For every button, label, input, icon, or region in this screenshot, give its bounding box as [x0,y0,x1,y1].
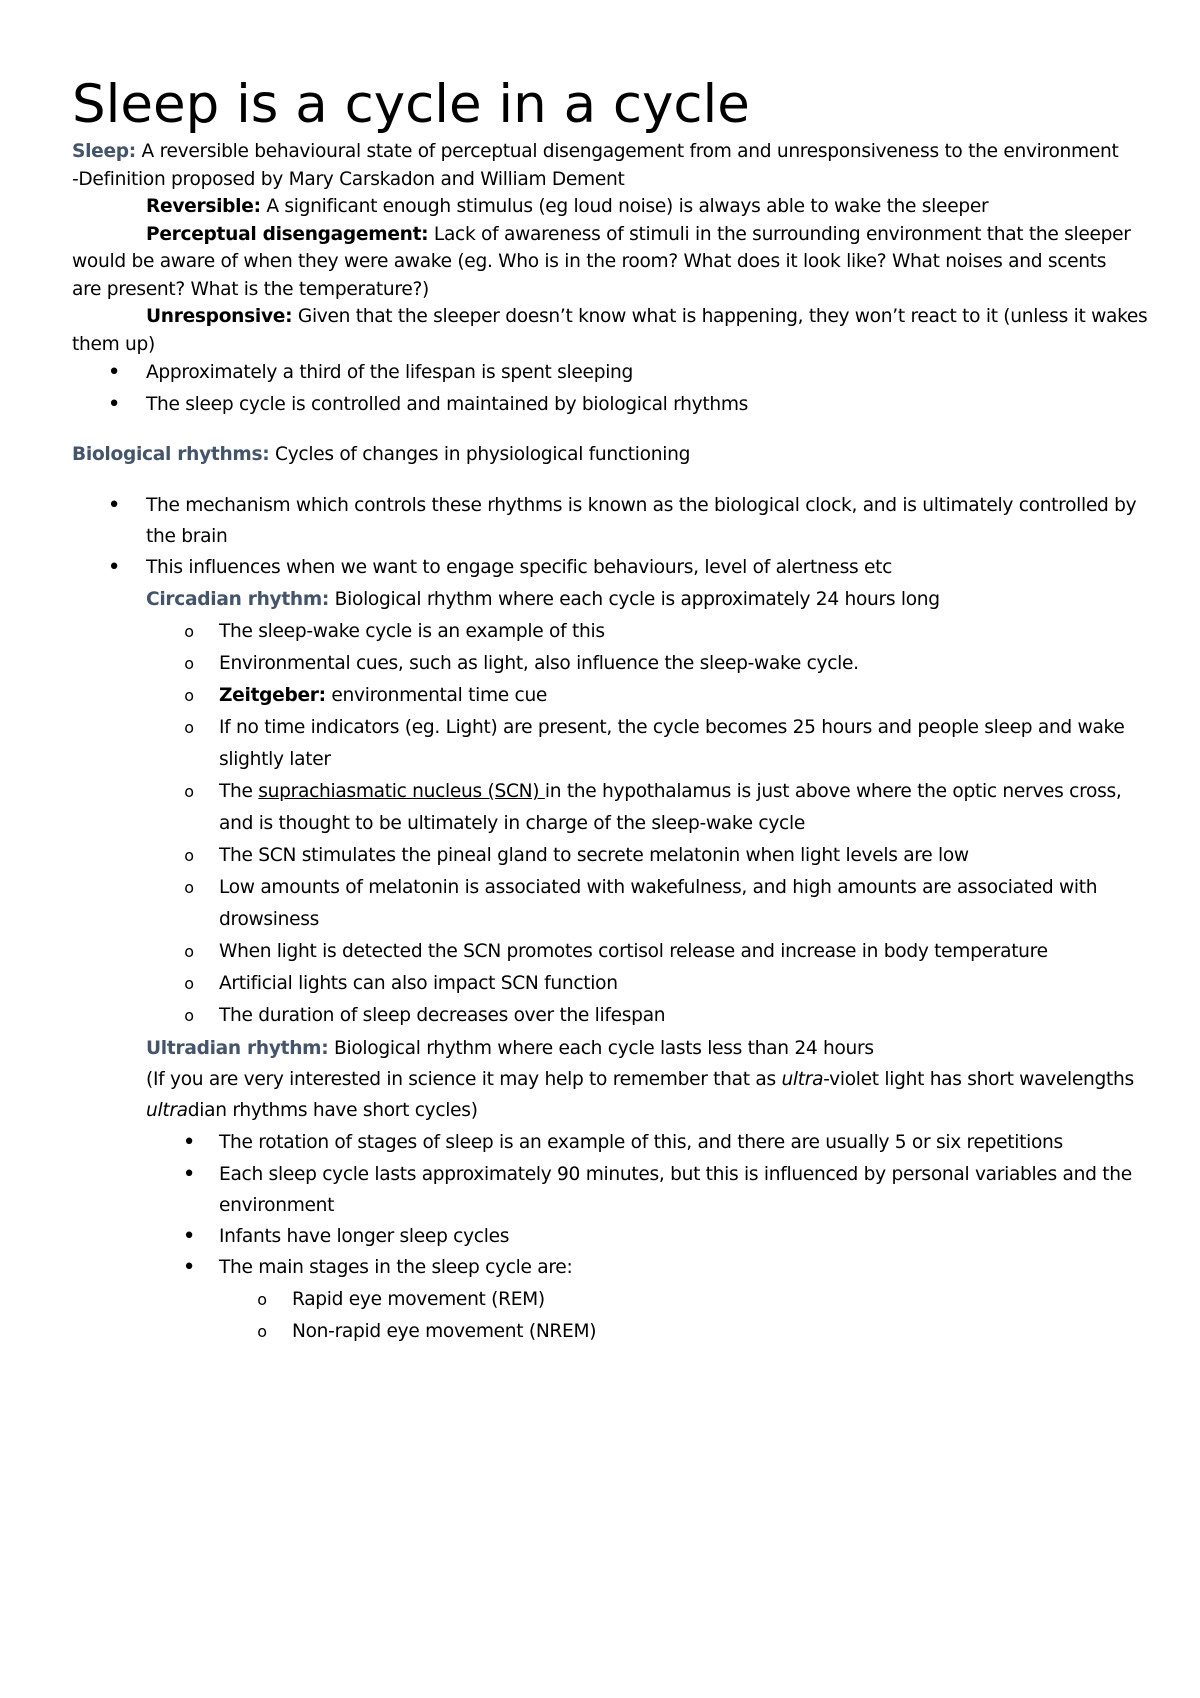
circle-marker: o [184,654,194,673]
circle-marker: o [184,846,194,865]
scn-term: suprachiasmatic nucleus (SCN) [258,781,545,802]
list-item-continuation: drowsiness [219,909,320,930]
ultradian-note [146,1098,478,1124]
list-item: The mechanism which controls these rhythms is known as the biological clock, and is ultimately controlled by [146,495,1137,516]
bullet-marker: • [182,1255,196,1280]
perceptual-definition [146,222,1131,248]
note-text: (If you are very interested in science it may help to remember that as [146,1069,782,1090]
list-item: The main stages in the sleep cycle are: [219,1257,573,1278]
note-emphasis: ultra [781,1069,824,1090]
circle-marker: o [184,974,194,993]
ultradian-note [146,1067,1134,1093]
list-item: If no time indicators (eg. Light) are present, the cycle becomes 25 hours and people sleep and wake [219,717,1125,738]
page-title: Sleep is a cycle in a cycle [72,74,750,135]
note-emphasis: ultra [146,1100,188,1121]
list-item: Artificial lights can also impact SCN function [219,973,618,994]
circle-marker: o [184,686,194,705]
circle-marker: o [184,782,194,801]
bullet-marker: • [107,555,121,580]
sleep-definition [72,139,1118,165]
unresponsive-text: Given that the sleeper doesn’t know what is happening, they won’t react to it (unless it wakes [292,306,1148,327]
list-item: Infants have longer sleep cycles [219,1226,510,1247]
list-item: This influences when we want to engage specific behaviours, level of alertness etc [146,557,893,578]
reversible-definition [146,194,988,220]
reversible-term: Reversible: [146,196,261,217]
list-item: Rapid eye movement (REM) [292,1289,545,1310]
circadian-rhythm-term: Circadian rhythm: [146,589,330,610]
circle-marker: o [257,1322,267,1341]
sleep-definition-text: A reversible behavioural state of perceptual disengagement from and unresponsiveness to the environment [135,141,1119,162]
unresponsive-text-line: them up) [72,334,155,355]
ultradian-rhythm-term: Ultradian rhythm: [146,1038,329,1059]
bullet-marker: • [182,1130,196,1155]
definition-source: -Definition proposed by Mary Carskadon and William Dement [72,169,625,190]
list-item: Approximately a third of the lifespan is spent sleeping [146,362,634,383]
list-item: Each sleep cycle lasts approximately 90 minutes, but this is influenced by personal variables and the [219,1164,1132,1185]
sleep-term: Sleep: [72,141,136,162]
bullet-marker: • [107,493,121,518]
list-item: Low amounts of melatonin is associated with wakefulness, and high amounts are associated with [219,877,1098,898]
ultradian-rhythm-definition [146,1036,874,1062]
unresponsive-definition [146,304,1147,330]
scn-item-text: in the hypothalamus is just above where the optic nerves cross, [544,781,1122,802]
circle-marker: o [184,718,194,737]
perceptual-term: Perceptual disengagement: [146,224,429,245]
list-item: The rotation of stages of sleep is an example of this, and there are usually 5 or six repetitions [219,1132,1063,1153]
bullet-marker: • [182,1224,196,1249]
perceptual-text-line: are present? What is the temperature?) [72,279,429,300]
list-item [219,683,547,709]
scn-item-prefix: The [219,781,259,802]
reversible-text: A significant enough stimulus (eg loud noise) is always able to wake the sleeper [260,196,989,217]
circle-marker: o [184,878,194,897]
list-item-continuation: the brain [146,526,228,547]
biological-rhythms-definition [72,442,690,468]
list-item: The sleep cycle is controlled and maintained by biological rhythms [146,394,749,415]
circle-marker: o [184,942,194,961]
circadian-rhythm-definition [146,587,940,613]
list-item-continuation: slightly later [219,749,331,770]
bullet-marker: • [107,360,121,385]
list-item-continuation: environment [219,1195,335,1216]
list-item: Environmental cues, such as light, also influence the sleep-wake cycle. [219,653,859,674]
perceptual-text-line: would be aware of when they were awake (eg. Who is in the room? What does it look like? What noises and scents [72,251,1107,272]
circadian-rhythm-text: Biological rhythm where each cycle is approximately 24 hours long [329,589,940,610]
list-item: The duration of sleep decreases over the lifespan [219,1005,666,1026]
biological-rhythms-text: Cycles of changes in physiological functioning [269,444,691,465]
perceptual-text: Lack of awareness of stimuli in the surrounding environment that the sleeper [428,224,1131,245]
biological-rhythms-term: Biological rhythms: [72,444,270,465]
list-item-continuation: and is thought to be ultimately in charge of the sleep-wake cycle [219,813,805,834]
zeitgeber-text: environmental time cue [325,685,548,706]
ultradian-rhythm-text: Biological rhythm where each cycle lasts less than 24 hours [328,1038,874,1059]
circle-marker: o [184,1006,194,1025]
unresponsive-term: Unresponsive: [146,306,293,327]
list-item [219,779,1122,805]
list-item: Non-rapid eye movement (NREM) [292,1321,597,1342]
zeitgeber-term: Zeitgeber: [219,685,326,706]
note-text: dian rhythms have short cycles) [187,1100,478,1121]
list-item: The sleep-wake cycle is an example of this [219,621,605,642]
circle-marker: o [184,622,194,641]
bullet-marker: • [107,392,121,417]
list-item: The SCN stimulates the pineal gland to secrete melatonin when light levels are low [219,845,969,866]
list-item: When light is detected the SCN promotes cortisol release and increase in body temperature [219,941,1048,962]
bullet-marker: • [182,1162,196,1187]
note-text: -violet light has short wavelengths [823,1069,1134,1090]
circle-marker: o [257,1290,267,1309]
